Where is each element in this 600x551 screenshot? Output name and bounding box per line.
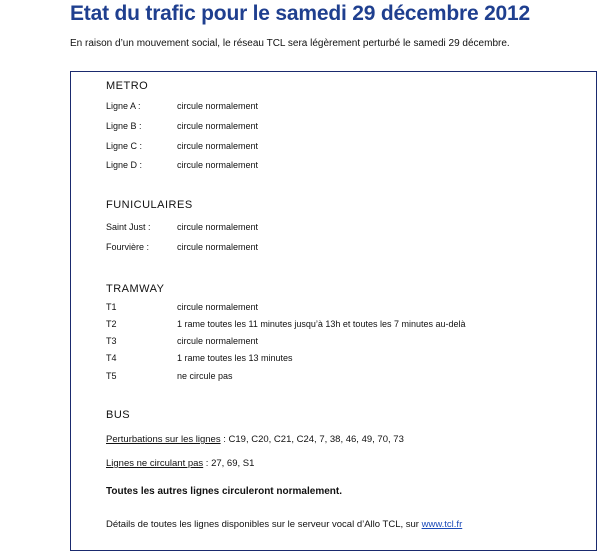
line-status: circule normalement bbox=[177, 160, 259, 170]
tram-row-t5 bbox=[106, 371, 233, 381]
line-label: Fourvière : bbox=[106, 242, 150, 252]
non-circulant-value: : 27, 69, S1 bbox=[203, 458, 255, 469]
line-label: Ligne B : bbox=[106, 121, 142, 131]
line-label: T5 bbox=[106, 371, 117, 381]
metro-title: METRO bbox=[106, 80, 149, 92]
traffic-box bbox=[70, 71, 597, 551]
page-title: Etat du trafic pour le samedi 29 décembre 2012 bbox=[70, 2, 530, 25]
line-status: 1 rame toutes les 13 minutes bbox=[177, 353, 293, 363]
line-label: T4 bbox=[106, 353, 117, 363]
bus-perturbations bbox=[106, 434, 404, 445]
details-text: Détails de toutes les lignes disponibles sur le serveur vocal d’Allo TCL, sur bbox=[106, 519, 422, 530]
metro-row-c bbox=[106, 141, 258, 151]
tramway-title: TRAMWAY bbox=[106, 283, 165, 295]
line-label: T1 bbox=[106, 302, 117, 312]
line-status: circule normalement bbox=[177, 141, 259, 151]
perturbations-label: Perturbations sur les lignes bbox=[106, 434, 221, 445]
line-label: Ligne D : bbox=[106, 160, 143, 170]
perturbations-value: : C19, C20, C21, C24, 7, 38, 46, 49, 70, 73 bbox=[220, 434, 404, 445]
bus-non-circulant bbox=[106, 458, 254, 469]
metro-row-a bbox=[106, 101, 258, 111]
tram-row-t4 bbox=[106, 353, 293, 363]
tram-row-t3 bbox=[106, 336, 258, 346]
tram-row-t1 bbox=[106, 302, 258, 312]
line-status: circule normalement bbox=[177, 336, 259, 346]
line-status: circule normalement bbox=[177, 222, 259, 232]
line-label: T3 bbox=[106, 336, 117, 346]
line-label: Ligne A : bbox=[106, 101, 141, 111]
bus-title: BUS bbox=[106, 409, 131, 421]
bus-details bbox=[106, 519, 462, 530]
line-status: 1 rame toutes les 11 minutes jusqu’à 13h et toutes les 7 minutes au-delà bbox=[177, 319, 466, 329]
metro-row-b bbox=[106, 121, 258, 131]
metro-row-d bbox=[106, 160, 258, 170]
line-status: circule normalement bbox=[177, 101, 259, 111]
funiculaires-title: FUNICULAIRES bbox=[106, 199, 193, 211]
non-circulant-label: Lignes ne circulant pas bbox=[106, 458, 204, 469]
funiculaire-row-saint-just bbox=[106, 222, 258, 232]
line-status: ne circule pas bbox=[177, 371, 233, 381]
intro-text: En raison d’un mouvement social, le réseau TCL sera légèrement perturbé le samedi 29 décembre. bbox=[70, 38, 510, 49]
tcl-link[interactable]: www.tcl.fr bbox=[421, 519, 463, 530]
line-status: circule normalement bbox=[177, 121, 259, 131]
line-label: T2 bbox=[106, 319, 117, 329]
line-status: circule normalement bbox=[177, 302, 259, 312]
line-label: Saint Just : bbox=[106, 222, 151, 232]
tram-row-t2 bbox=[106, 319, 466, 329]
line-status: circule normalement bbox=[177, 242, 259, 252]
bus-autres: Toutes les autres lignes circuleront normalement. bbox=[106, 486, 342, 497]
funiculaire-row-fourviere bbox=[106, 242, 258, 252]
line-label: Ligne C : bbox=[106, 141, 143, 151]
